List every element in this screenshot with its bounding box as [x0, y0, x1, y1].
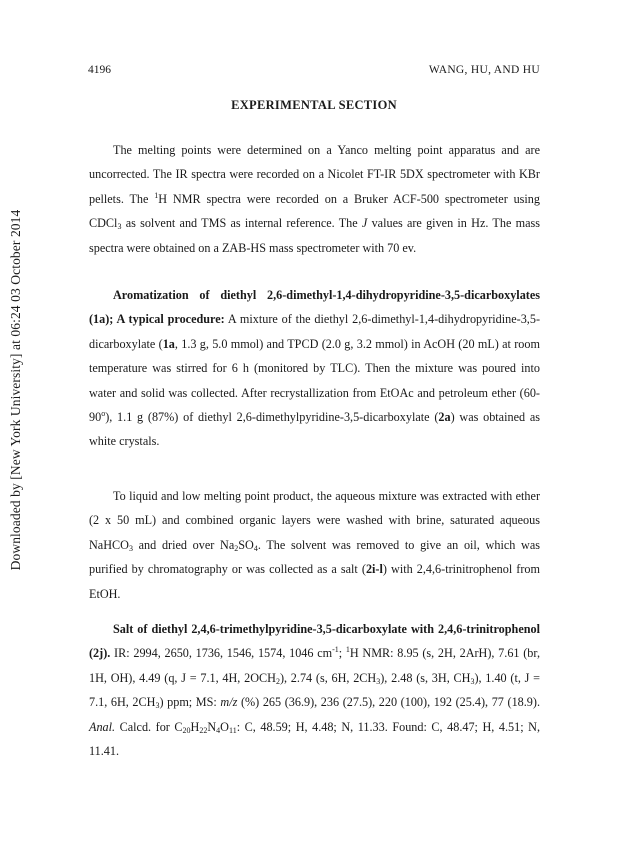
page-header [88, 64, 540, 80]
page-number: 4196 [88, 64, 111, 76]
running-head: WANG, HU, AND HU [428, 64, 540, 76]
compound-heading: Salt of diethyl 2,4,6-trimethylpyridine-3,5-dicarboxylate with 2,4,6-trinitrophenol (2j). [89, 622, 540, 661]
section-title: EXPERIMENTAL SECTION [231, 98, 397, 112]
paragraph-aromatization: Aromatization of diethyl 2,6-dimethyl-1,4-dihydropyridine-3,5-dicarboxylates (1a); A typical procedure: A mixture of the diethyl 2,6-dimethyl-1,4-dihydropyridine-3,5-dicarboxylate (1a, 1.3 g, 5.0 mmol) and TPCD (2.0 g, 3.2 mmol) in AcOH (20 mL) at room temperature was stirred for 6 h (monitored by TLC). Then the mixture was poured into water and solid was collected. After recrystallization from EtOAc and petroleum ether (60-90$^o$), 1.1 g (87%) of diethyl 2,6-dimethylpyridine-3,5-dicarboxylate (2a) was obtained as white crystals. [89, 288, 541, 449]
paragraph-instruments: The melting points were determined on a Yanco melting point apparatus and are uncorrected. The IR spectra were recorded on a Nicolet FT-IR 5DX spectrometer with KBr pellets. The $^1$H NMR spectra were recorded on a Bruker ACF-500 spectrometer using CDCl$_3$ as solvent and TMS as internal reference. The J values are given in Hz. The mass spectra were obtained on a ZAB-HS mass spectrometer with 70 ev. [89, 143, 540, 255]
download-watermark-text: Downloaded by [New York University] at 06:24 03 October 2014 [8, 209, 23, 571]
download-watermark [7, 160, 25, 620]
paragraph-workup: To liquid and low melting point product, the aqueous mixture was extracted with ether (2 x 50 mL) and combined organic layers were washed with brine, saturated aqueous NaHCO$_3$ and dried over $Na_2SO_4$. The solvent was removed to give an oil, which was purified by chromatography or was collected as a salt (2i-l) with 2,4,6-trinitrophenol from EtOH. [89, 489, 540, 601]
paragraph-salt-2j: Salt of diethyl 2,4,6-trimethylpyridine-3,5-dicarboxylate with 2,4,6-trinitrophenol (2j). IR: 2994, 2650, 1736, 1546, 1574, 1046 $cm^{-1}$; $^1$H NMR: 8.95 (s, 2H, 2ArH), 7.61 (br, 1H, OH), 4.49 (q, J = 7.1, 4H, $2OCH_2$), 2.74 (s, 6H, $2CH_3$), 2.48 (s, 3H, $CH_3$), 1.40 (t, J = 7.1, 6H, $2CH_3$) ppm; MS: m/z (%) 265 (36.9), 236 (27.5), 220 (100), 192 (25.4), 77 (18.9). Anal. Calcd. for $C_{20}H_{22}N_4O_{11}$: C, 48.59; H, 4.48; N, 11.33. Found: C, 48.47; H, 4.51; N, 11.41. [89, 622, 541, 759]
procedure-heading: Aromatization of diethyl 2,6-dimethyl-1,4-dihydropyridine-3,5-dicarboxylates (1a); A typical procedure: [89, 288, 540, 327]
